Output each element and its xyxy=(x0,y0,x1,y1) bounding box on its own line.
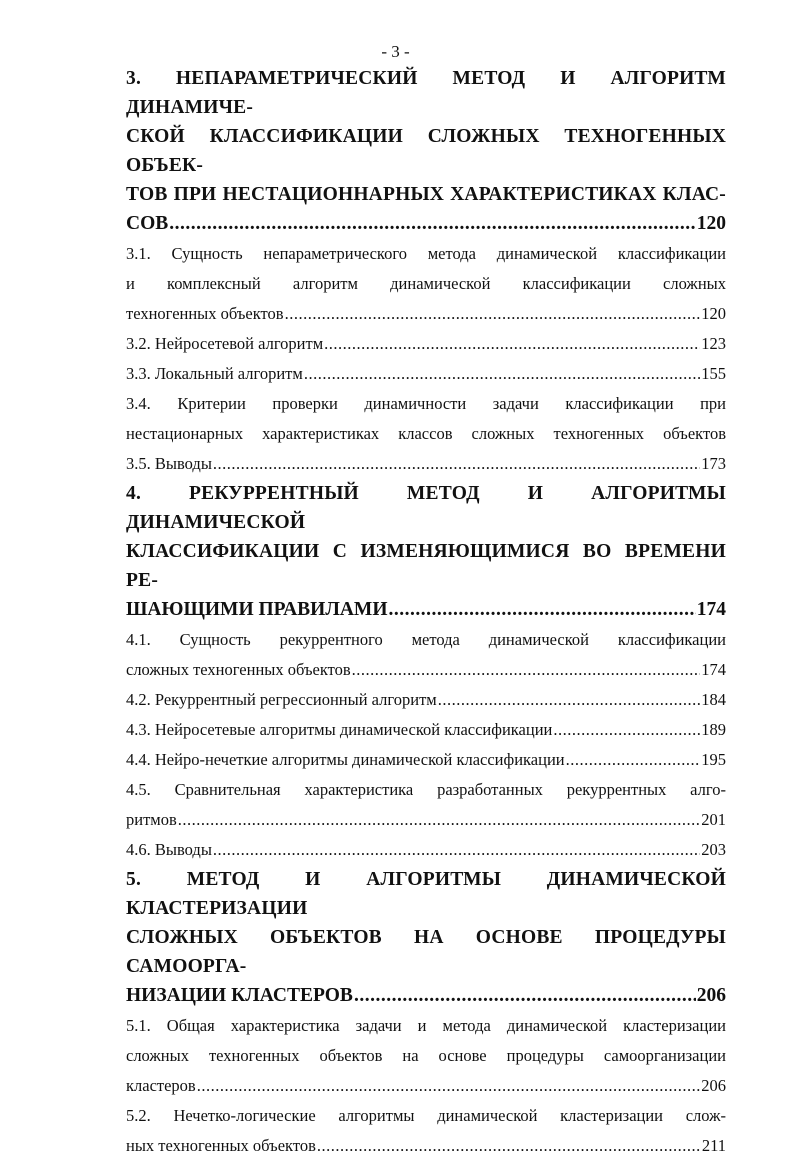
toc-entry-final-line xyxy=(126,299,726,329)
toc-section-heading[interactable] xyxy=(126,865,726,1010)
toc-subsection-entry[interactable] xyxy=(126,775,726,835)
dot-leader xyxy=(352,655,701,685)
toc-entry-final-line xyxy=(126,715,726,745)
toc-entry-title: 4.6. Выводы xyxy=(126,840,212,859)
toc-entry-title: 3.2. Нейросетевой алгоритм xyxy=(126,334,324,353)
toc-subsection-entry[interactable] xyxy=(126,359,726,389)
toc-entry-final-line xyxy=(126,359,726,389)
dot-leader xyxy=(438,685,701,715)
toc-subsection-entry[interactable] xyxy=(126,449,726,479)
toc-page-number: 206 xyxy=(701,1076,726,1095)
toc-entry-line: и комплексный алгоритм динамической классификации сложных xyxy=(126,274,726,293)
toc-entry-line: СЛОЖНЫХ ОБЪЕКТОВ НА ОСНОВЕ ПРОЦЕДУРЫ САМООРГА- xyxy=(126,927,726,977)
toc-entry-title: 4.3. Нейросетевые алгоритмы динамической классификации xyxy=(126,720,553,739)
toc-entry-title: техногенных объектов xyxy=(126,304,284,323)
toc-entry-line: СКОЙ КЛАССИФИКАЦИИ СЛОЖНЫХ ТЕХНОГЕННЫХ ОБЪЕК- xyxy=(126,126,726,176)
toc-subsection-entry[interactable] xyxy=(126,685,726,715)
toc-subsection-entry[interactable] xyxy=(126,715,726,745)
toc-entry-title: 3.5. Выводы xyxy=(126,454,212,473)
toc-page-number: 203 xyxy=(701,840,726,859)
dot-leader xyxy=(317,1131,701,1161)
toc-entry-final-line xyxy=(126,835,726,865)
toc-entry-final-line xyxy=(126,655,726,685)
toc-page-number: 206 xyxy=(696,985,726,1006)
toc-page-number: 120 xyxy=(701,304,726,323)
toc-entry-title: 3.3. Локальный алгоритм xyxy=(126,364,303,383)
dot-leader xyxy=(197,1071,701,1101)
toc-subsection-entry[interactable] xyxy=(126,1011,726,1101)
toc-entry-final-line xyxy=(126,981,726,1010)
dot-leader xyxy=(213,449,700,479)
dot-leader xyxy=(354,981,696,1010)
toc-entry-title: ритмов xyxy=(126,810,177,829)
dot-leader xyxy=(324,329,700,359)
toc-page-number: 173 xyxy=(701,454,726,473)
dot-leader xyxy=(178,805,700,835)
toc-page-number: 211 xyxy=(701,1136,726,1155)
toc-entry-line: 5.1. Общая характеристика задачи и метода динамической кластеризации xyxy=(126,1016,726,1035)
toc-entry-title: кластеров xyxy=(126,1076,196,1095)
toc-entry-final-line xyxy=(126,329,726,359)
toc-subsection-entry[interactable] xyxy=(126,389,726,449)
toc-subsection-entry[interactable] xyxy=(126,745,726,775)
dot-leader xyxy=(285,299,701,329)
toc-entry-line: 3.4. Критерии проверки динамичности задачи классификации при xyxy=(126,394,726,413)
page-number: - 3 - xyxy=(381,42,410,61)
toc-entry-final-line xyxy=(126,209,726,238)
toc-page-number: 123 xyxy=(701,334,726,353)
toc-entry-line: сложных техногенных объектов на основе процедуры самоорганизации xyxy=(126,1046,726,1065)
toc-page-number: 184 xyxy=(701,690,726,709)
toc-page-number: 174 xyxy=(696,599,726,620)
toc-entry-title: СОВ xyxy=(126,213,169,234)
dot-leader xyxy=(389,595,696,624)
dot-leader xyxy=(169,209,695,238)
toc-section-heading[interactable] xyxy=(126,479,726,624)
table-of-contents xyxy=(126,64,726,1161)
toc-entry-title: ных техногенных объектов xyxy=(126,1136,316,1155)
dot-leader xyxy=(213,835,700,865)
toc-entry-line: 4.1. Сущность рекуррентного метода динамической классификации xyxy=(126,630,726,649)
toc-entry-final-line xyxy=(126,685,726,715)
toc-section-heading[interactable] xyxy=(126,64,726,238)
toc-entry-title: НИЗАЦИИ КЛАСТЕРОВ xyxy=(126,985,353,1006)
toc-subsection-entry[interactable] xyxy=(126,329,726,359)
dot-leader xyxy=(553,715,700,745)
dot-leader xyxy=(304,359,700,389)
toc-entry-title: 4.4. Нейро-нечеткие алгоритмы динамической классификации xyxy=(126,750,565,769)
toc-entry-final-line xyxy=(126,449,726,479)
toc-entry-title: 4.2. Рекуррентный регрессионный алгоритм xyxy=(126,690,437,709)
toc-subsection-entry[interactable] xyxy=(126,1101,726,1161)
toc-entry-line: 3.1. Сущность непараметрического метода динамической классификации xyxy=(126,244,726,263)
toc-entry-title: сложных техногенных объектов xyxy=(126,660,351,679)
toc-entry-line: КЛАССИФИКАЦИИ С ИЗМЕНЯЮЩИМИСЯ ВО ВРЕМЕНИ РЕ- xyxy=(126,541,726,591)
toc-entry-final-line xyxy=(126,595,726,624)
toc-entry-final-line xyxy=(126,805,726,835)
toc-entry-title: ШАЮЩИМИ ПРАВИЛАМИ xyxy=(126,599,388,620)
toc-entry-line: ТОВ ПРИ НЕСТАЦИОННАРНЫХ ХАРАКТЕРИСТИКАХ КЛАС- xyxy=(126,184,726,205)
toc-entry-line: 4.5. Сравнительная характеристика разработанных рекуррентных алго- xyxy=(126,780,726,799)
toc-page-number: 120 xyxy=(696,213,726,234)
toc-entry-line: 5.2. Нечетко-логические алгоритмы динамической кластеризации слож- xyxy=(126,1106,726,1125)
toc-subsection-entry[interactable] xyxy=(126,239,726,329)
toc-entry-line: 5. МЕТОД И АЛГОРИТМЫ ДИНАМИЧЕСКОЙ КЛАСТЕРИЗАЦИИ xyxy=(126,869,726,919)
toc-subsection-entry[interactable] xyxy=(126,835,726,865)
toc-page-number: 189 xyxy=(701,720,726,739)
toc-entry-final-line xyxy=(126,1071,726,1101)
toc-subsection-entry[interactable] xyxy=(126,625,726,685)
toc-page-number: 174 xyxy=(701,660,726,679)
toc-page-number: 201 xyxy=(701,810,726,829)
toc-entry-line: нестационарных характеристиках классов сложных техногенных объектов xyxy=(126,424,726,443)
dot-leader xyxy=(566,745,701,775)
toc-page-number: 195 xyxy=(701,750,726,769)
toc-page-number: 155 xyxy=(701,364,726,383)
toc-entry-line: 4. РЕКУРРЕНТНЫЙ МЕТОД И АЛГОРИТМЫ ДИНАМИЧЕСКОЙ xyxy=(126,483,726,533)
toc-entry-final-line xyxy=(126,745,726,775)
toc-entry-line: 3. НЕПАРАМЕТРИЧЕСКИЙ МЕТОД И АЛГОРИТМ ДИНАМИЧЕ- xyxy=(126,68,726,118)
toc-entry-final-line xyxy=(126,1131,726,1161)
